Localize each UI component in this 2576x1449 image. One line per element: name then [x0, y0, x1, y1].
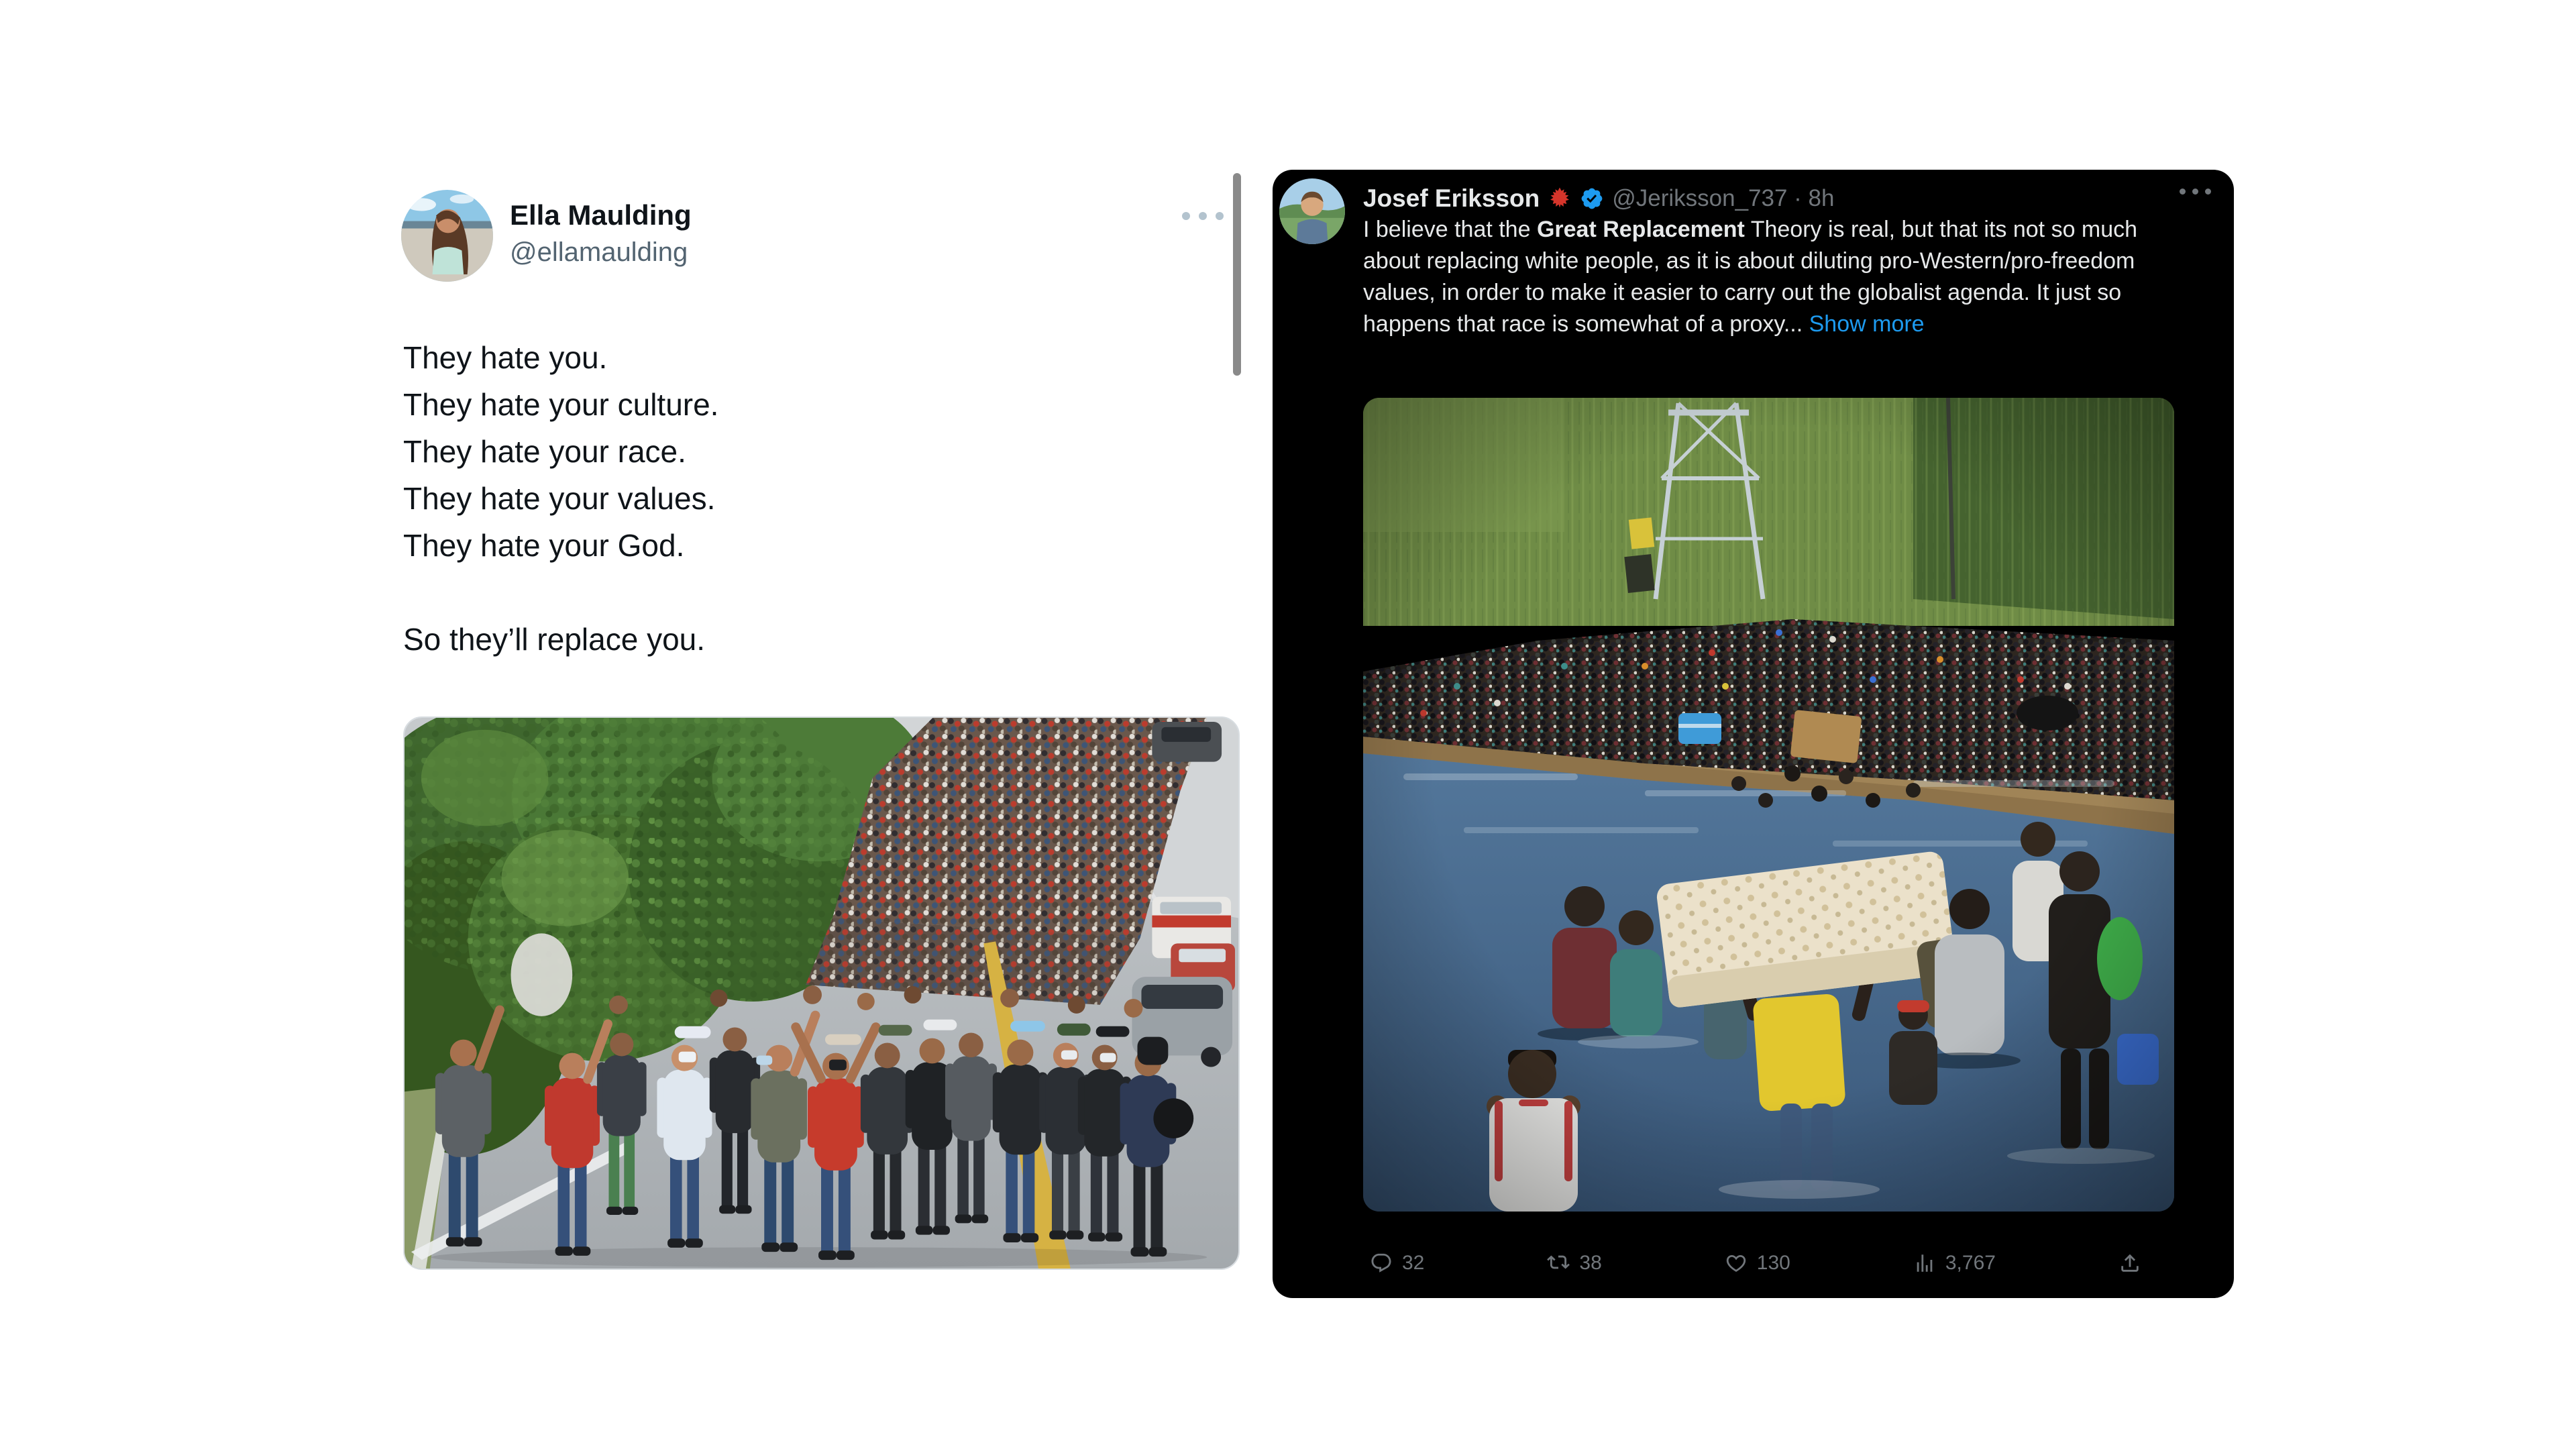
right-tweet-card: [1273, 170, 2234, 1298]
tweet-text: [1363, 214, 2178, 340]
tweet-line: So they’ll replace you.: [403, 622, 706, 657]
avatar-image: [1279, 178, 1345, 244]
reply-button[interactable]: [1370, 1252, 1424, 1275]
author-handle[interactable]: @ellamaulding: [510, 237, 688, 267]
author-handle-time[interactable]: @Jeriksson_737 · 8h: [1612, 185, 1835, 211]
caravan-photo-art: [405, 718, 1238, 1269]
views-button[interactable]: [1913, 1252, 1996, 1275]
tweet-header: [1363, 184, 1835, 213]
author-name[interactable]: Ella Maulding: [510, 199, 692, 231]
tweet-text-suffix: Theory is real, but that its not so much about replacing white people, as it is about diluting pro-Western/pro-freedom values, in order to make it easier to carry out the globalist agenda. It just so happens that race is somewhat of a proxy...: [1363, 217, 2138, 337]
more-menu-icon[interactable]: [2180, 189, 2211, 195]
show-more-link[interactable]: Show more: [1809, 311, 1925, 337]
like-icon: [1725, 1252, 1748, 1275]
share-icon: [2118, 1252, 2141, 1275]
river-photo-art: [1363, 398, 2174, 1212]
views-count: 3,767: [1945, 1252, 1996, 1274]
tweet-line: They hate your race.: [403, 434, 686, 469]
maple-leaf-icon: [1548, 186, 1572, 211]
tweet-line: They hate your God.: [403, 528, 685, 563]
tweet-text: [403, 334, 1242, 663]
tweet-photo-caravan[interactable]: [403, 716, 1240, 1270]
tweet-text-prefix: I believe that the: [1363, 217, 1537, 242]
verified-badge-icon: [1580, 186, 1604, 211]
views-icon: [1913, 1252, 1936, 1275]
avatar[interactable]: [401, 190, 493, 282]
like-count: 130: [1756, 1252, 1790, 1274]
avatar[interactable]: [1279, 178, 1345, 244]
share-button[interactable]: [2118, 1252, 2141, 1275]
tweet-line: They hate your values.: [403, 481, 716, 516]
engagement-bar: [1370, 1240, 2141, 1287]
repost-count: 38: [1579, 1252, 1602, 1274]
repost-button[interactable]: [1547, 1252, 1601, 1275]
pane-divider[interactable]: [1233, 173, 1241, 376]
reply-icon: [1370, 1252, 1393, 1275]
tweet-text-bold: Great Replacement: [1536, 217, 1745, 242]
repost-icon: [1547, 1252, 1570, 1275]
reply-count: 32: [1402, 1252, 1425, 1274]
like-button[interactable]: [1725, 1252, 1790, 1275]
tweet-line: They hate your culture.: [403, 387, 719, 422]
more-menu-icon[interactable]: [1182, 212, 1224, 220]
tweet-photo-river-crossing[interactable]: [1363, 398, 2174, 1212]
avatar-image: [401, 190, 493, 282]
tweet-line: They hate you.: [403, 340, 608, 375]
author-name[interactable]: Josef Eriksson: [1363, 184, 1540, 212]
